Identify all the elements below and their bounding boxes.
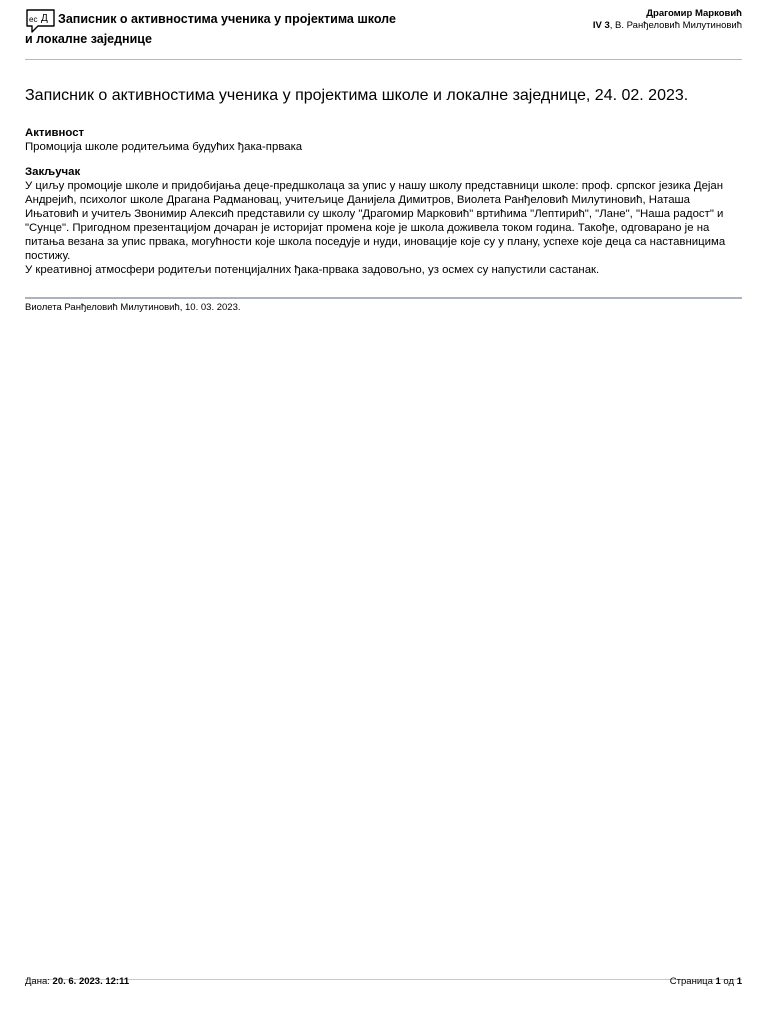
logo-text-d: Д — [41, 13, 48, 24]
page-total: 1 — [736, 976, 742, 987]
print-date — [25, 976, 129, 988]
footer-divider — [25, 979, 742, 980]
signature: Виолета Ранђеловић Милутиновић, 10. 03. 2023. — [25, 302, 241, 313]
conclusion-label: Закључак — [25, 166, 81, 178]
document-title: Записник о активностима ученика у пројектима школе и локалне заједнице — [25, 12, 396, 46]
school-info — [593, 8, 742, 32]
conclusion-section — [25, 165, 742, 277]
page-current: 1 — [715, 976, 721, 987]
activity-text: Промоција школе родитељима будућих ђака-првака — [25, 141, 303, 153]
conclusion-text-2: У креативној атмосфери родитељи потенцијалних ђака-првака задовољно, уз осмех су напустили састанак. — [25, 264, 600, 276]
teacher-name: , В. Ранђеловић Милутиновић — [609, 20, 742, 31]
date-value: 20. 6. 2023. 12:11 — [52, 976, 130, 987]
header-divider — [25, 59, 742, 60]
page-label: Страница — [669, 976, 716, 987]
logo-text-es: ес — [29, 15, 38, 24]
content-divider — [25, 297, 742, 299]
page-header — [25, 8, 742, 52]
school-name: Драгомир Марковић — [646, 8, 742, 19]
activity-label: Активност — [25, 127, 85, 139]
class-teacher-line — [593, 20, 742, 32]
page-of: од — [720, 976, 737, 987]
conclusion-text: У циљу промоције школе и придобијања деце-предшколаца за упис у нашу школу представници школе: проф. српског језика Дејан Андрејић, психолог школе Драгана Радмановац, учитељице Данијела Димитров, Виолета Ранђеловић Милутиновић, Наташа Ињатовић и учитељ Звонимир Алексић представили су школу "Драгомир Марковић" вртићима "Лептирић", "Лане", "Наша радост" и "Сунце". Пригодном презентацијом дочаран је историјат промена које је школа доживела током година. Такође, одговарано је на питања везана за упис првака, могућности које школа поседује и нуди, иновације које су у плану, успехе које деца са наставницима постижу. — [25, 180, 726, 262]
page-number — [670, 976, 742, 988]
record-heading: Записник о активностима ученика у пројектима школе и локалне заједнице, 24. 02. 2023. — [25, 87, 689, 104]
date-label: Дана: — [25, 976, 53, 987]
class-label: IV 3 — [592, 20, 610, 31]
activity-section — [25, 126, 742, 154]
